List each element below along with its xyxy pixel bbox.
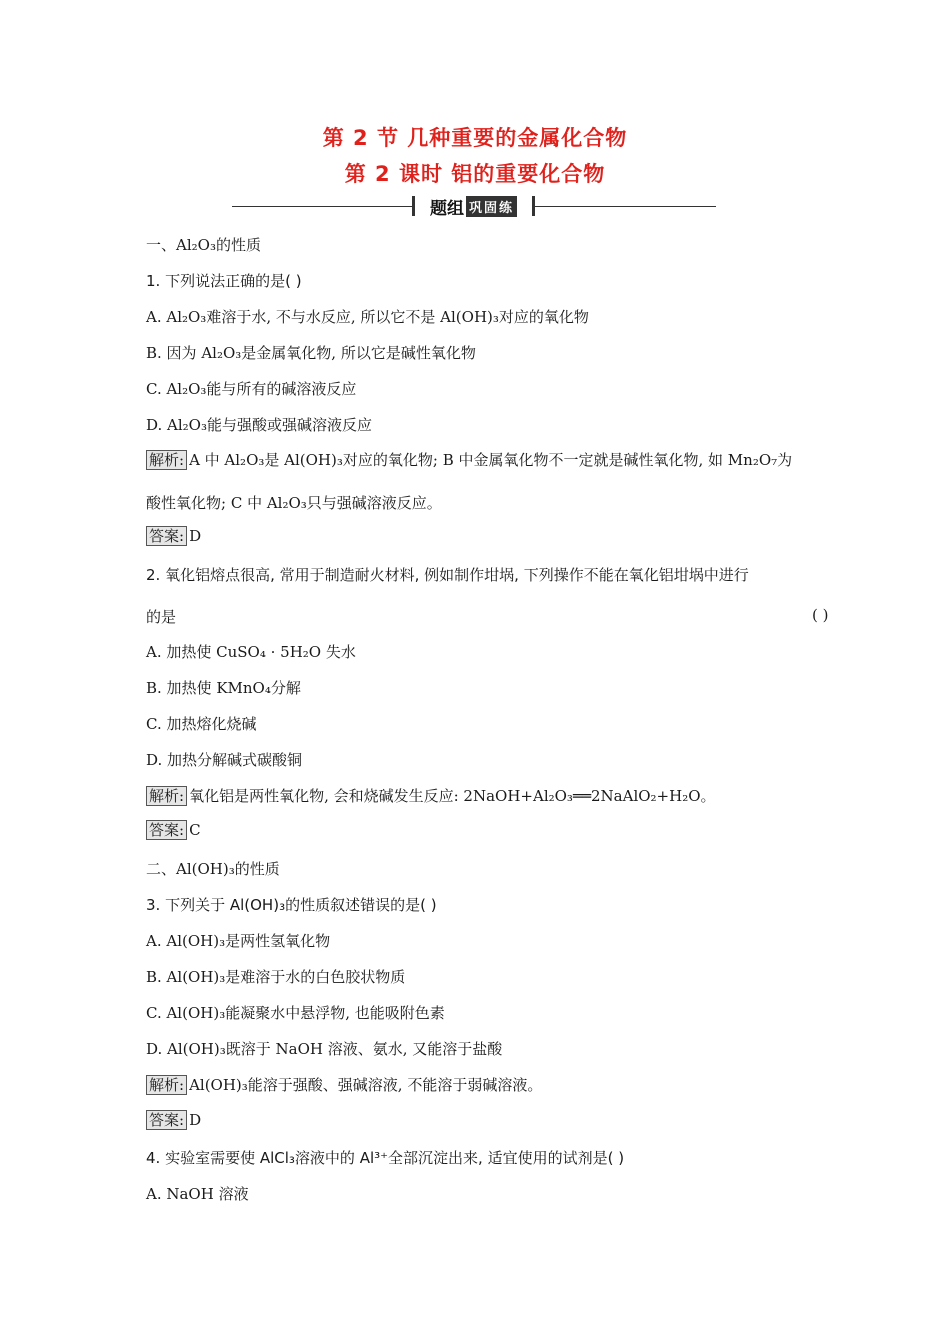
exercise-banner: [232, 196, 716, 218]
option-c: C. Al₂O₃能与所有的碱溶液反应: [146, 380, 357, 398]
analysis-text: Al(OH)₃能溶于强酸、强碱溶液, 不能溶于弱碱溶液。: [189, 1076, 543, 1094]
option-b: B. Al(OH)₃是难溶于水的白色胶状物质: [146, 968, 406, 986]
option-a: A. 加热使 CuSO₄ · 5H₂O 失水: [146, 643, 356, 661]
option-c: C. Al(OH)₃能凝聚水中悬浮物, 也能吸附色素: [146, 1004, 445, 1022]
answer-value: D: [189, 527, 202, 545]
answer-tag: 答案:: [146, 820, 187, 840]
question-stem-cont: 的是: [146, 608, 177, 626]
analysis-line: [146, 449, 792, 470]
option-a: A. NaOH 溶液: [146, 1185, 249, 1203]
option-a: A. Al₂O₃难溶于水, 不与水反应, 所以它不是 Al(OH)₃对应的氧化物: [146, 308, 589, 326]
question-stem: 4. 实验室需要使 AlCl₃溶液中的 Al³⁺全部沉淀出来, 适宜使用的试剂是( ): [146, 1149, 625, 1167]
section-heading: 二、Al(OH)₃的性质: [146, 860, 280, 878]
analysis-text: A 中 Al₂O₃是 Al(OH)₃对应的氧化物; B 中金属氧化物不一定就是碱性氧化物, 如 Mn₂O₇为: [189, 451, 793, 469]
question-stem: 1. 下列说法正确的是( ): [146, 272, 302, 290]
banner-label: [412, 196, 535, 219]
question-stem: 2. 氧化铝熔点很高, 常用于制造耐火材料, 例如制作坩埚, 下列操作不能在氧化铝坩埚中进行: [146, 566, 749, 584]
banner-main-text: 题组: [429, 198, 464, 219]
answer-line: [146, 526, 201, 546]
answer-tag: 答案:: [146, 1110, 187, 1130]
analysis-tag: 解析:: [146, 450, 187, 470]
option-b: B. 加热使 KMnO₄分解: [146, 679, 301, 697]
option-d: D. Al(OH)₃既溶于 NaOH 溶液、氨水, 又能溶于盐酸: [146, 1040, 503, 1058]
option-a: A. Al(OH)₃是两性氢氧化物: [146, 932, 331, 950]
option-d: D. 加热分解碱式碳酸铜: [146, 751, 303, 769]
option-d: D. Al₂O₃能与强酸或强碱溶液反应: [146, 416, 372, 434]
answer-value: D: [189, 1111, 202, 1129]
answer-blank: ( ): [812, 606, 829, 624]
answer-line: [146, 820, 201, 840]
answer-tag: 答案:: [146, 526, 187, 546]
answer-value: C: [189, 821, 201, 839]
analysis-tag: 解析:: [146, 786, 187, 806]
section-title: 第 2 节 几种重要的金属化合物: [322, 126, 628, 150]
analysis-text: 氧化铝是两性氧化物, 会和烧碱发生反应: 2NaOH+Al₂O₃══2NaAlO₂+H₂O。: [189, 787, 716, 805]
analysis-line: [146, 785, 716, 806]
banner-rule-right: [535, 206, 716, 207]
banner-sub-text: 巩固练: [466, 196, 517, 217]
analysis-line: [146, 1074, 542, 1095]
question-stem: 3. 下列关于 Al(OH)₃的性质叙述错误的是( ): [146, 896, 437, 914]
analysis-text-cont: 酸性氧化物; C 中 Al₂O₃只与强碱溶液反应。: [146, 494, 442, 512]
analysis-tag: 解析:: [146, 1075, 187, 1095]
lesson-title: 第 2 课时 铝的重要化合物: [344, 162, 606, 186]
option-c: C. 加热熔化烧碱: [146, 715, 257, 733]
answer-line: [146, 1110, 201, 1130]
option-b: B. 因为 Al₂O₃是金属氧化物, 所以它是碱性氧化物: [146, 344, 476, 362]
section-heading: 一、Al₂O₃的性质: [146, 236, 261, 254]
banner-rule-left: [232, 206, 412, 207]
